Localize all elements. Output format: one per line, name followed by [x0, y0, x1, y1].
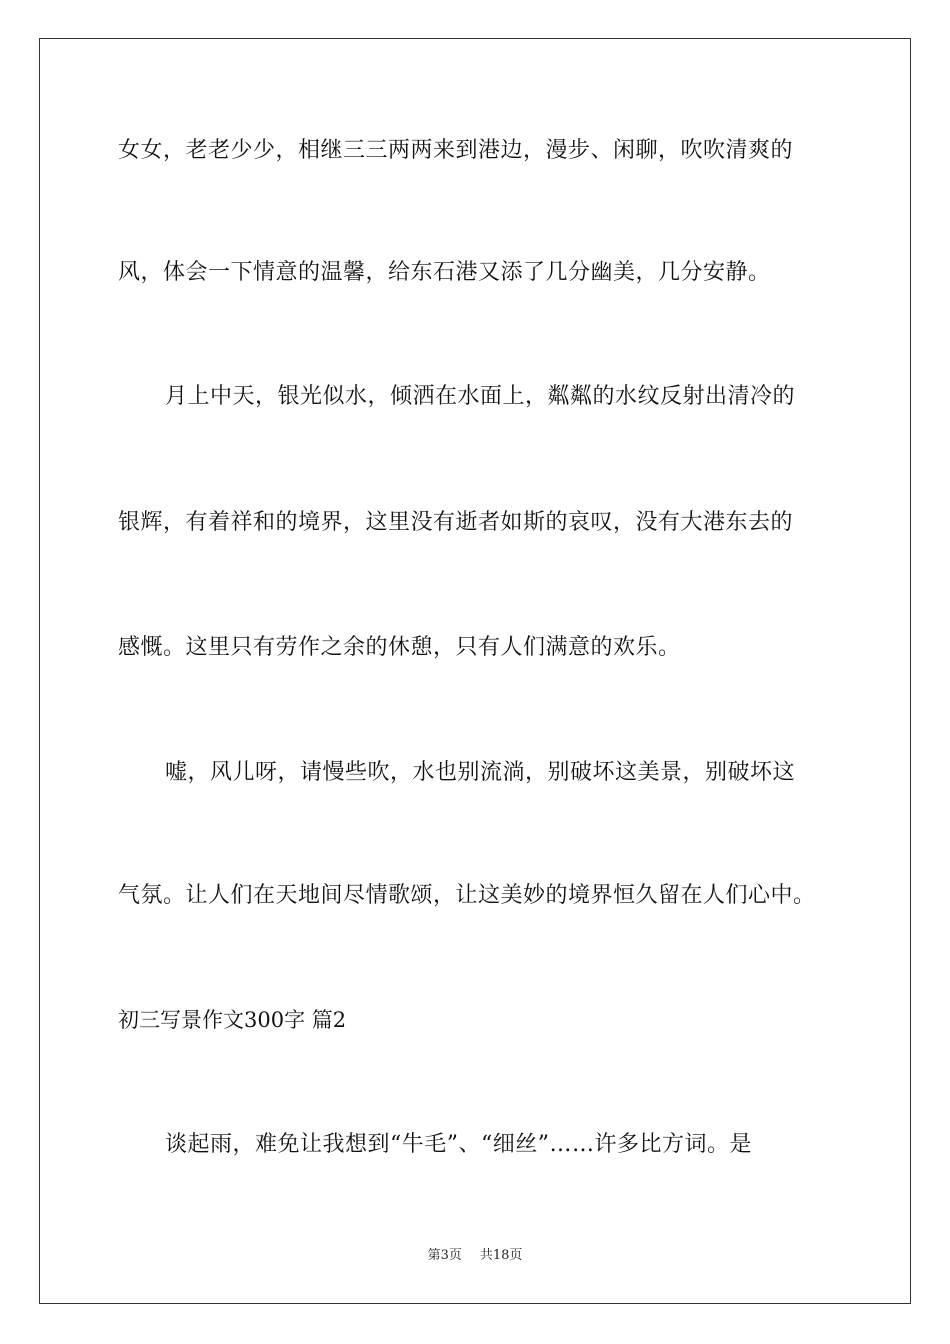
paragraph-start-line: 嘘，风儿呀，请慢些吹，水也别流淌，别破坏这美景，别破坏这: [165, 760, 796, 785]
text-line: 银辉，有着祥和的境界，这里没有逝者如斯的哀叹，没有大港东去的: [118, 510, 794, 535]
page-frame: [39, 38, 911, 1304]
text-line: 感慨。这里只有劳作之余的休憩，只有人们满意的欢乐。: [118, 635, 681, 660]
text-line: 女女，老老少少，相继三三两两来到港边，漫步、闲聊，吹吹清爽的: [118, 138, 794, 163]
paragraph-start-line: 谈起雨，难免让我想到“牛毛”、“细丝”……许多比方词。是: [165, 1132, 752, 1157]
page-number: 第3页: [427, 1248, 462, 1263]
page-footer: [0, 1247, 950, 1265]
paragraph-start-line: 月上中天，银光似水，倾洒在水面上，粼粼的水纹反射出清冷的: [165, 384, 796, 409]
text-line: 气氛。让人们在天地间尽情歌颂，让这美妙的境界恒久留在人们心中。: [118, 883, 816, 908]
section-heading: 初三写景作文300字 篇2: [118, 1008, 347, 1032]
text-line: 风，体会一下情意的温馨，给东石港又添了几分幽美，几分安静。: [118, 260, 771, 285]
page-total: 共18页: [479, 1248, 523, 1263]
